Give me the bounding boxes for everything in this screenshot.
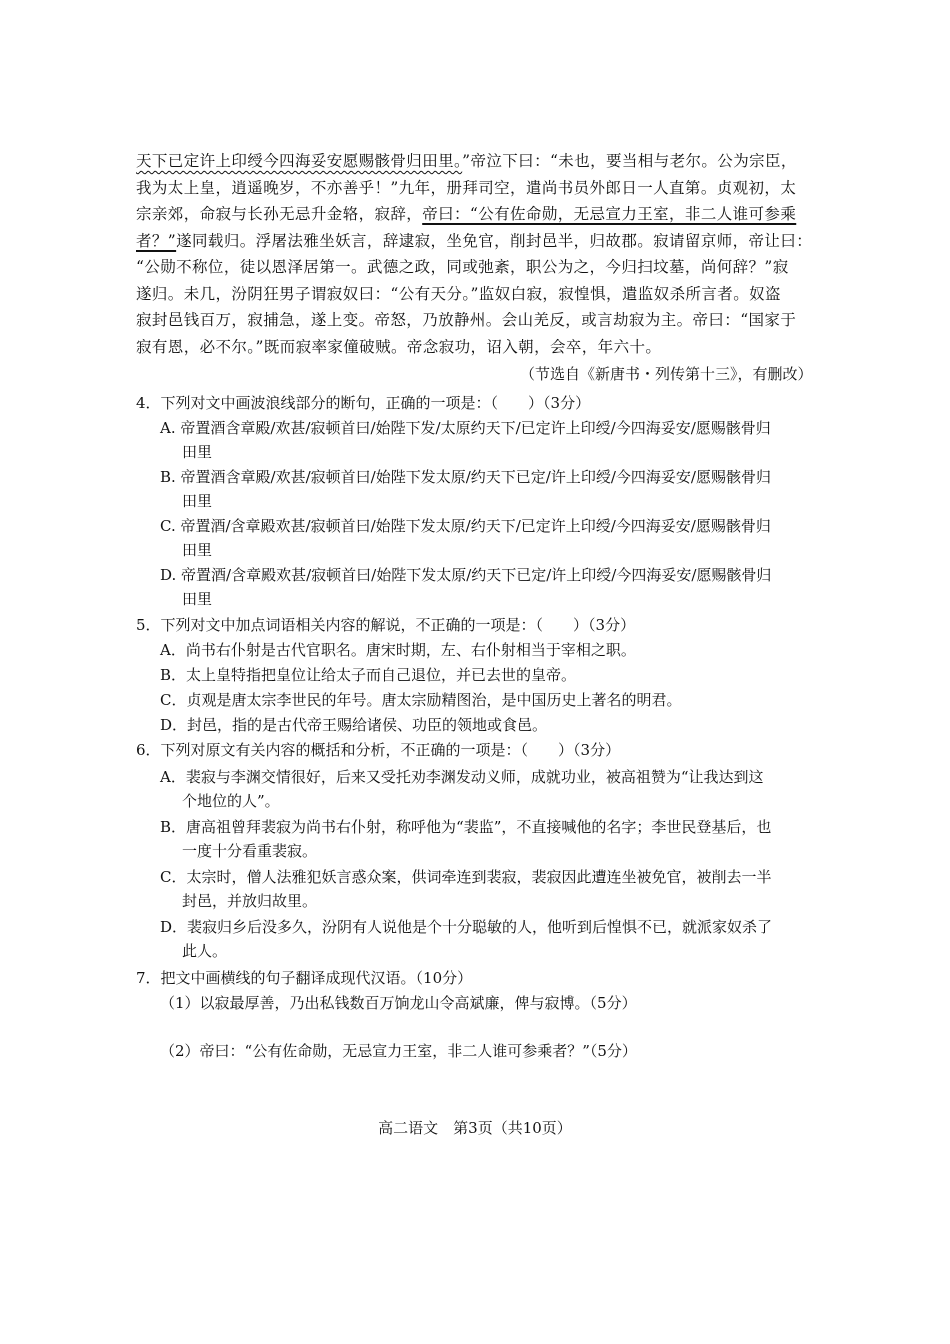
passage-line: 寂有恩，必不尔。”既而寂率家僮破贼。帝念寂功，诏入朝，会卒，年六十。 bbox=[136, 337, 662, 356]
passage-line: “公勋不称位，徒以恩泽居第一。武德之政，同或弛紊，职公为之，今归扫坟墓，尚何辞？”寂 bbox=[136, 258, 789, 276]
q4-option-c-cont: 田里 bbox=[182, 541, 213, 559]
q7-sub-2: （2）帝曰：“公有佐命勋，无忌宣力王室，非二人谁可参乘者？”（5分） bbox=[160, 1042, 637, 1060]
question-6-stem: 6．下列对原文有关内容的概括和分析，不正确的一项是：（ ）（3分） bbox=[136, 741, 621, 759]
passage-line: 寂封邑钱百万，寂捕急，遂上变。帝怒，乃放静州。会山羌反，或言劫寂为主。帝曰：“国家于 bbox=[136, 311, 797, 329]
underlined-sentence: 帝曰：“公有佐命勋，无忌宣力王室，非二人谁可参乘 bbox=[422, 205, 797, 223]
passage-line: 者？”遂同载归。浮屠法雅坐妖言，辞逮寂，坐免官，削封邑半，归故郡。寂请留京师，帝让曰： bbox=[136, 231, 813, 250]
q4-option-b-cont: 田里 bbox=[182, 492, 213, 510]
q4-option-a: A. 帝置酒含章殿/欢甚/寂顿首曰/始陛下发/太原约天下/已定许上印绶/今四海妥安/愿赐骸骨归 bbox=[160, 419, 771, 437]
q6-option-a: A．裴寂与李渊交情很好，后来又受托劝李渊发动义师，成就功业，被高祖赞为“让我达到这 bbox=[160, 768, 764, 786]
q4-option-b: B. 帝置酒含章殿/欢甚/寂顿首曰/始陛下发太原/约天下已定/许上印绶/今四海妥安/愿赐骸骨归 bbox=[160, 468, 771, 486]
page-footer: 高二语文 第3页（共10页） bbox=[378, 1119, 572, 1137]
question-4-stem: 4．下列对文中画波浪线部分的断句，正确的一项是：（ ）（3分） bbox=[136, 394, 591, 412]
question-7-stem: 7．把文中画横线的句子翻译成现代汉语。（10分） bbox=[136, 969, 473, 987]
underlined-sentence: 者？” bbox=[136, 231, 177, 250]
q4-option-a-cont: 田里 bbox=[182, 443, 213, 461]
wavy-underlined-text: 天下已定许上印绶今四海妥安愿赐骸骨归田里。 bbox=[136, 152, 463, 170]
q6-option-c-cont: 封邑，并放归故里。 bbox=[182, 892, 318, 910]
q6-option-a-cont: 个地位的人”。 bbox=[182, 792, 280, 810]
q5-option-d: D．封邑，指的是古代帝王赐给诸侯、功臣的领地或食邑。 bbox=[160, 716, 548, 734]
q5-option-a: A．尚书右仆射是古代官职名。唐宋时期，左、右仆射相当于宰相之职。 bbox=[160, 641, 636, 659]
q6-option-b: B．唐高祖曾拜裴寂为尚书右仆射，称呼他为“裴监”，不直接喊他的名字；李世民登基后，也 bbox=[160, 818, 772, 836]
passage-text bbox=[136, 148, 836, 360]
q4-option-d: D. 帝置酒/含章殿欢甚/寂顿首曰/始陛下发太原/约天下已定/许上印绶/今四海妥安/愿赐骸骨归 bbox=[160, 566, 772, 584]
q6-option-d: D．裴寂归乡后没多久，汾阴有人说他是个十分聪敏的人，他听到后惶惧不已，就派家奴杀了 bbox=[160, 918, 773, 936]
passage-line: 天下已定许上印绶今四海妥安愿赐骸骨归田里。”帝泣下曰：“未也，要当相与老尔。公为宗臣， bbox=[136, 152, 797, 170]
q6-option-b-cont: 一度十分看重裴寂。 bbox=[182, 842, 318, 860]
passage-source: （节选自《新唐书・列传第十三》，有删改） bbox=[520, 365, 813, 383]
question-5-stem: 5．下列对文中加点词语相关内容的解说，不正确的一项是：（ ）（3分） bbox=[136, 616, 636, 634]
passage-line: 宗亲郊，命寂与长孙无忌升金辂，寂辞，帝曰：“公有佐命勋，无忌宣力王室，非二人谁可参乘 bbox=[136, 205, 797, 223]
passage-line: 遂归。未几，汾阴狂男子谓寂奴曰：“公有天分。”监奴白寂，寂惶惧，遣监奴杀所言者。奴盗 bbox=[136, 284, 781, 303]
q5-option-c: C．贞观是唐太宗李世民的年号。唐太宗励精图治，是中国历史上著名的明君。 bbox=[160, 691, 682, 709]
q5-option-b: B．太上皇特指把皇位让给太子而自己退位，并已去世的皇帝。 bbox=[160, 666, 577, 684]
passage-line: 我为太上皇，逍遥晚岁，不亦善乎！”九年，册拜司空，遣尚书员外郎日一人直第。贞观初，太 bbox=[136, 178, 797, 197]
q4-option-d-cont: 田里 bbox=[182, 590, 213, 608]
q7-sub-1: （1）以寂最厚善，乃出私钱数百万饷龙山令高斌廉，俾与寂博。（5分） bbox=[160, 994, 637, 1012]
q6-option-c: C．太宗时，僧人法雅犯妖言惑众案，供词牵连到裴寂，裴寂因此遭连坐被免官，被削去一半 bbox=[160, 868, 772, 886]
q6-option-d-cont: 此人。 bbox=[182, 942, 228, 960]
q4-option-c: C. 帝置酒/含章殿欢甚/寂顿首曰/始陛下发太原/约天下/已定许上印绶/今四海妥安/愿赐骸骨归 bbox=[160, 517, 771, 535]
